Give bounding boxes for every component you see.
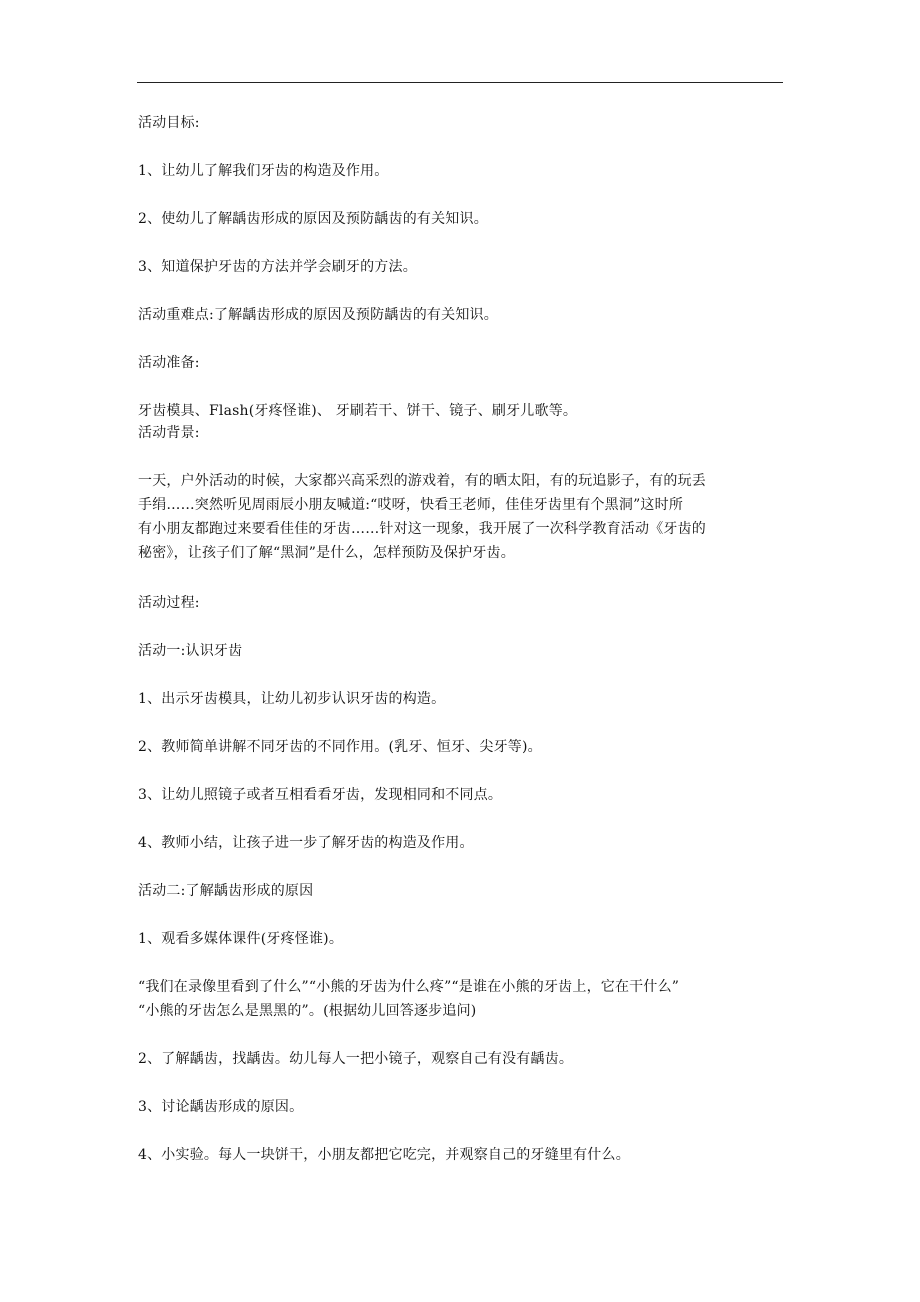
header-rule [137, 82, 783, 83]
paragraph: 有小朋友都跑过来要看佳佳的牙齿……针对这一现象，我开展了一次科学教育活动《牙齿的 [138, 521, 706, 537]
paragraph: 3、让幼儿照镜子或者互相看看牙齿，发现相同和不同点。 [138, 787, 503, 803]
paragraph: 手绢……突然听见周雨辰小朋友喊道:“哎呀，快看王老师，佳佳牙齿里有个黑洞”这时所 [138, 497, 684, 513]
paragraph: 1、观看多媒体课件(牙疼怪谁)。 [138, 931, 344, 947]
paragraph: 3、讨论龋齿形成的原因。 [138, 1099, 304, 1115]
section-heading: 活动背景: [138, 425, 200, 441]
paragraph: 4、教师小结，让孩子进一步了解牙齿的构造及作用。 [138, 835, 474, 851]
paragraph: 秘密》，让孩子们了解“黑洞”是什么，怎样预防及保护牙齿。 [138, 545, 515, 561]
paragraph: 4、小实验。每人一块饼干，小朋友都把它吃完，并观察自己的牙缝里有什么。 [138, 1147, 630, 1163]
paragraph: 2、使幼儿了解龋齿形成的原因及预防龋齿的有关知识。 [138, 211, 488, 227]
paragraph: 1、出示牙齿模具，让幼儿初步认识牙齿的构造。 [138, 691, 446, 707]
section-heading: 活动过程: [138, 595, 200, 611]
paragraph: 3、知道保护牙齿的方法并学会刷牙的方法。 [138, 259, 417, 275]
section-heading: 活动目标: [138, 115, 200, 131]
paragraph: 一天，户外活动的时候，大家都兴高采烈的游戏着，有的晒太阳，有的玩追影子，有的玩丢 [138, 473, 706, 489]
paragraph: “小熊的牙齿怎么是黑黑的”。(根据幼儿回答逐步追问) [138, 1003, 477, 1019]
paragraph: “我们在录像里看到了什么”“小熊的牙齿为什么疼”“是谁在小熊的牙齿上，它在干什么” [138, 979, 680, 995]
paragraph: 2、教师简单讲解不同牙齿的不同作用。(乳牙、恒牙、尖牙等)。 [138, 739, 542, 755]
section-heading: 活动二:了解龋齿形成的原因 [138, 883, 314, 899]
paragraph: 活动重难点:了解龋齿形成的原因及预防龋齿的有关知识。 [138, 307, 498, 323]
paragraph: 2、了解龋齿，找龋齿。幼儿每人一把小镜子，观察自己有没有龋齿。 [138, 1051, 574, 1067]
section-heading: 活动准备: [138, 355, 200, 371]
paragraph: 1、让幼儿了解我们牙齿的构造及作用。 [138, 163, 389, 179]
paragraph: 牙齿模具、Flash(牙疼怪谁)、 牙刷若干、饼干、镜子、刷牙儿歌等。 [138, 403, 578, 419]
section-heading: 活动一:认识牙齿 [138, 643, 243, 659]
